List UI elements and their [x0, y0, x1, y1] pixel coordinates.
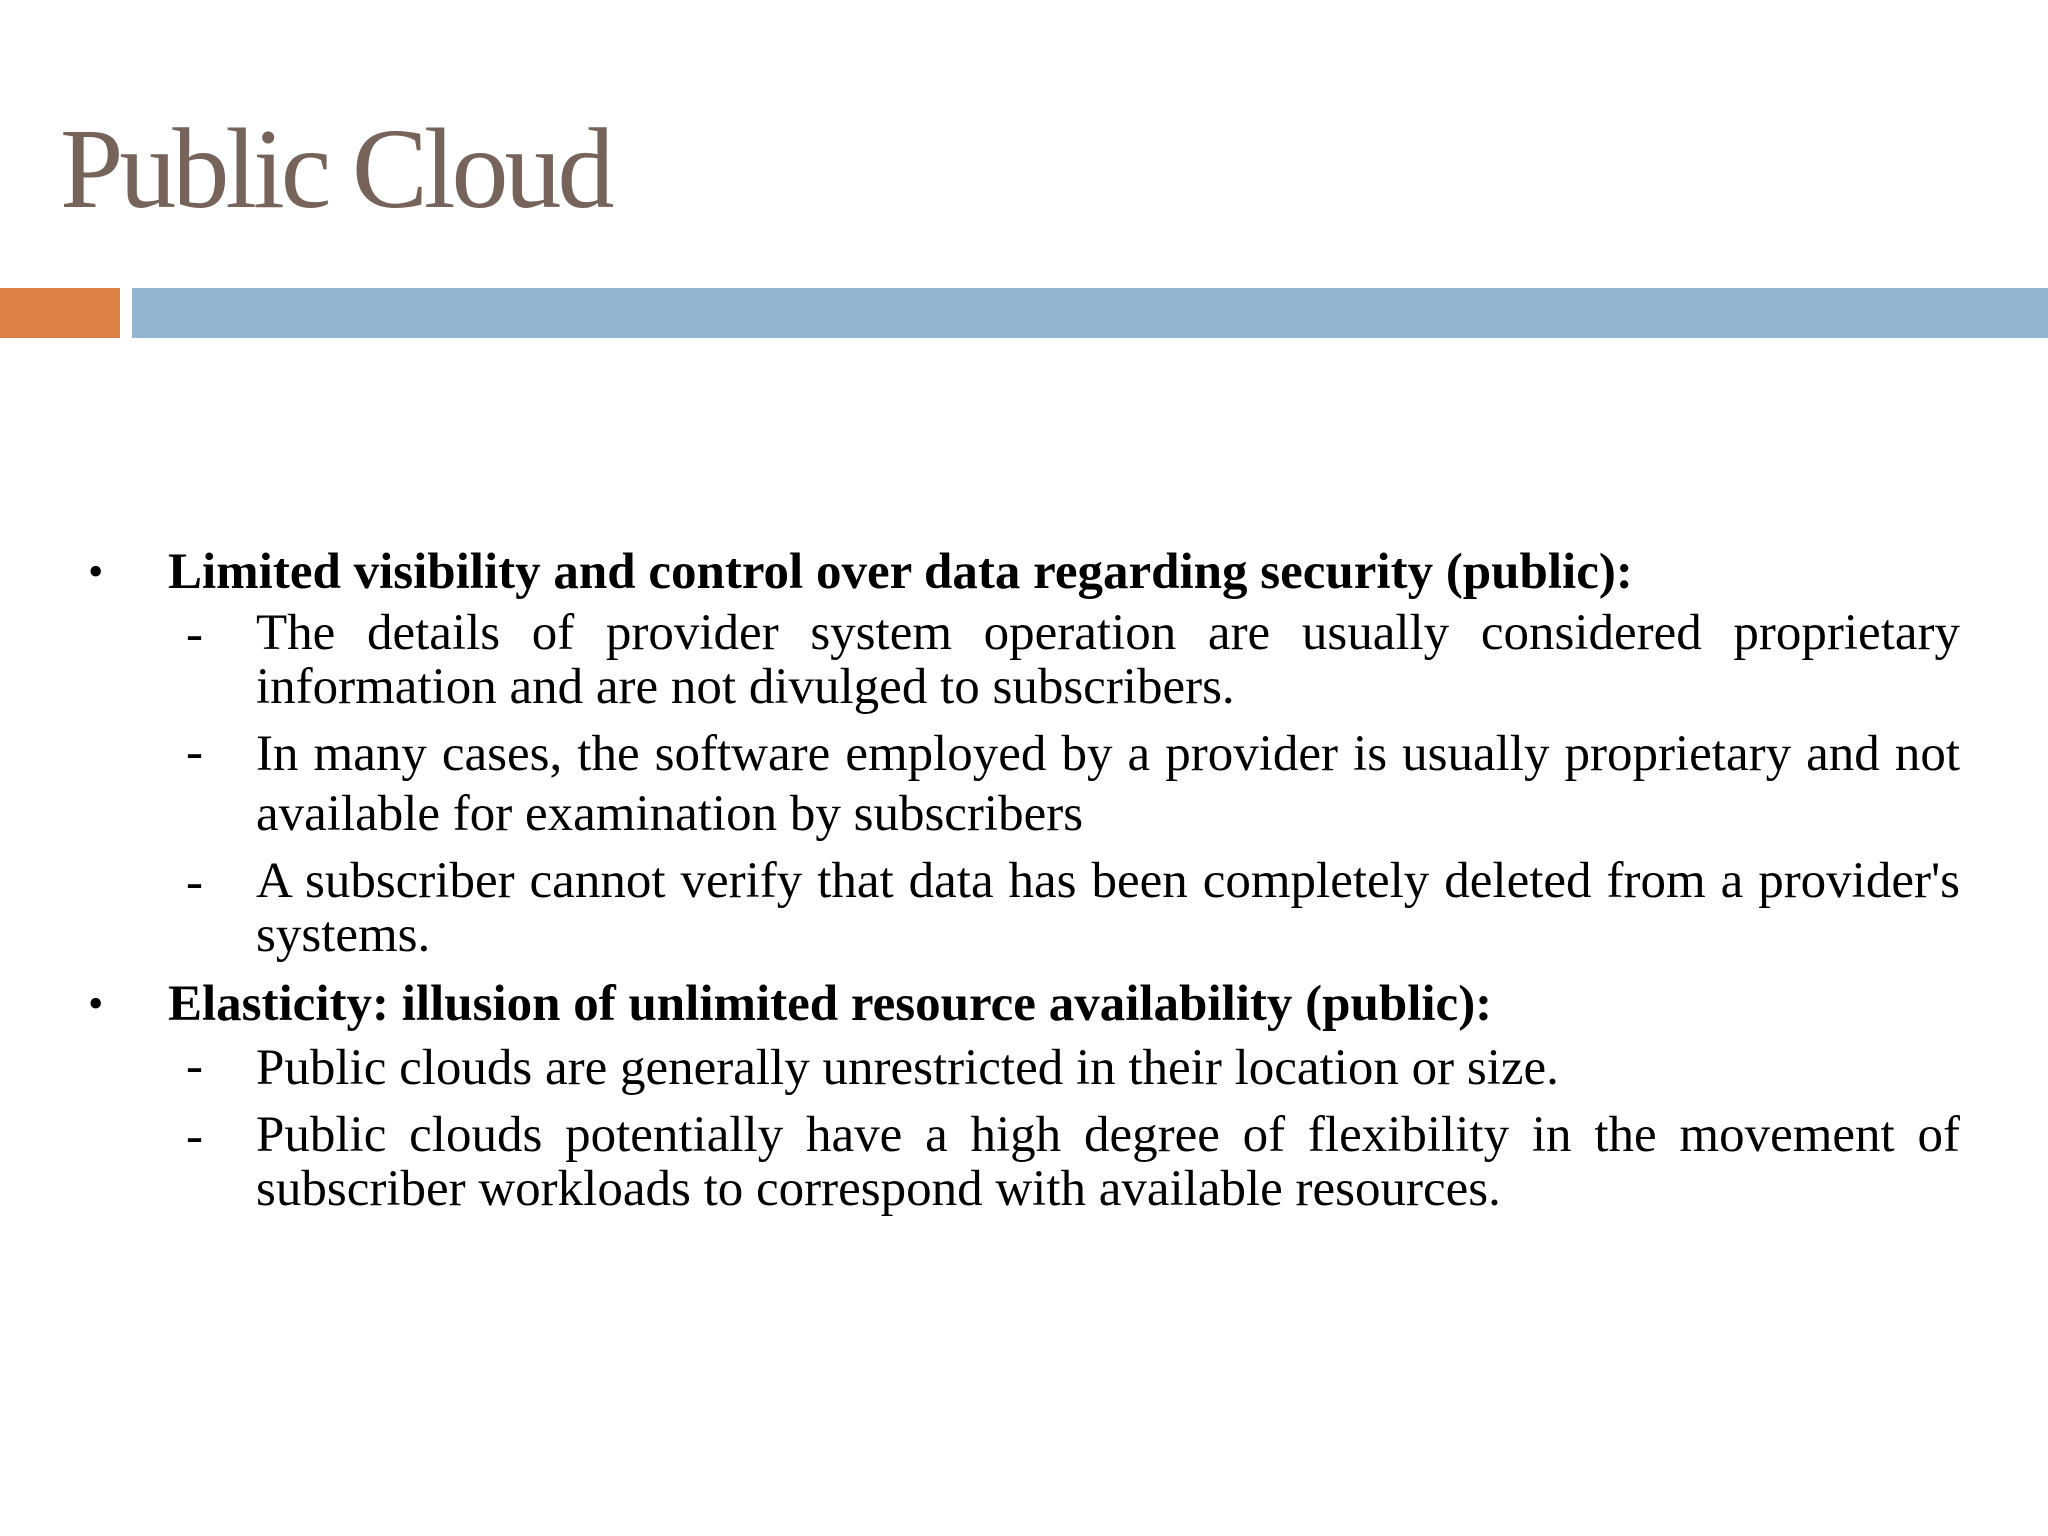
bullet-heading: Elasticity: illusion of unlimited resource availability (public):: [168, 976, 1493, 1032]
dash-icon: -: [186, 1108, 203, 1164]
sub-item-text: Public clouds potentially have a high degree of flexibility in the movement of subscriber workloads to correspond with available resources.: [256, 1107, 1960, 1217]
sub-list: [168, 606, 1960, 962]
sub-item: [88, 724, 1960, 844]
bullet-dot-icon: •: [88, 979, 104, 1028]
bullet-dot-icon: •: [88, 547, 104, 596]
bullet-heading: Limited visibility and control over data regarding security (public):: [168, 544, 1633, 600]
sub-item-text: Public clouds are generally unrestricted in their location or size.: [256, 1040, 1559, 1096]
accent-bar-blue: [132, 288, 2048, 338]
slide-content: [88, 540, 1960, 1226]
bullet-item: [88, 972, 1960, 1216]
dash-icon: -: [186, 1038, 203, 1094]
sub-list: [168, 1038, 1960, 1216]
slide-title: Public Cloud: [60, 105, 611, 232]
sub-item: [88, 1038, 1960, 1098]
sub-item: [88, 854, 1960, 962]
accent-bar-orange: [0, 288, 120, 338]
sub-item-text: A subscriber cannot verify that data has been completely deleted from a provider's systems.: [256, 853, 1960, 963]
dash-icon: -: [186, 854, 203, 910]
dash-icon: -: [186, 724, 203, 780]
bullet-item: [88, 540, 1960, 962]
sub-item: [88, 1108, 1960, 1216]
sub-item-text: The details of provider system operation are usually considered proprietary information and are not divulged to subscribers.: [256, 605, 1960, 715]
sub-item: [88, 606, 1960, 714]
sub-item-text: In many cases, the software employed by a provider is usually proprietary and not available for examination by subscribers: [256, 726, 1960, 842]
dash-icon: -: [186, 606, 203, 662]
